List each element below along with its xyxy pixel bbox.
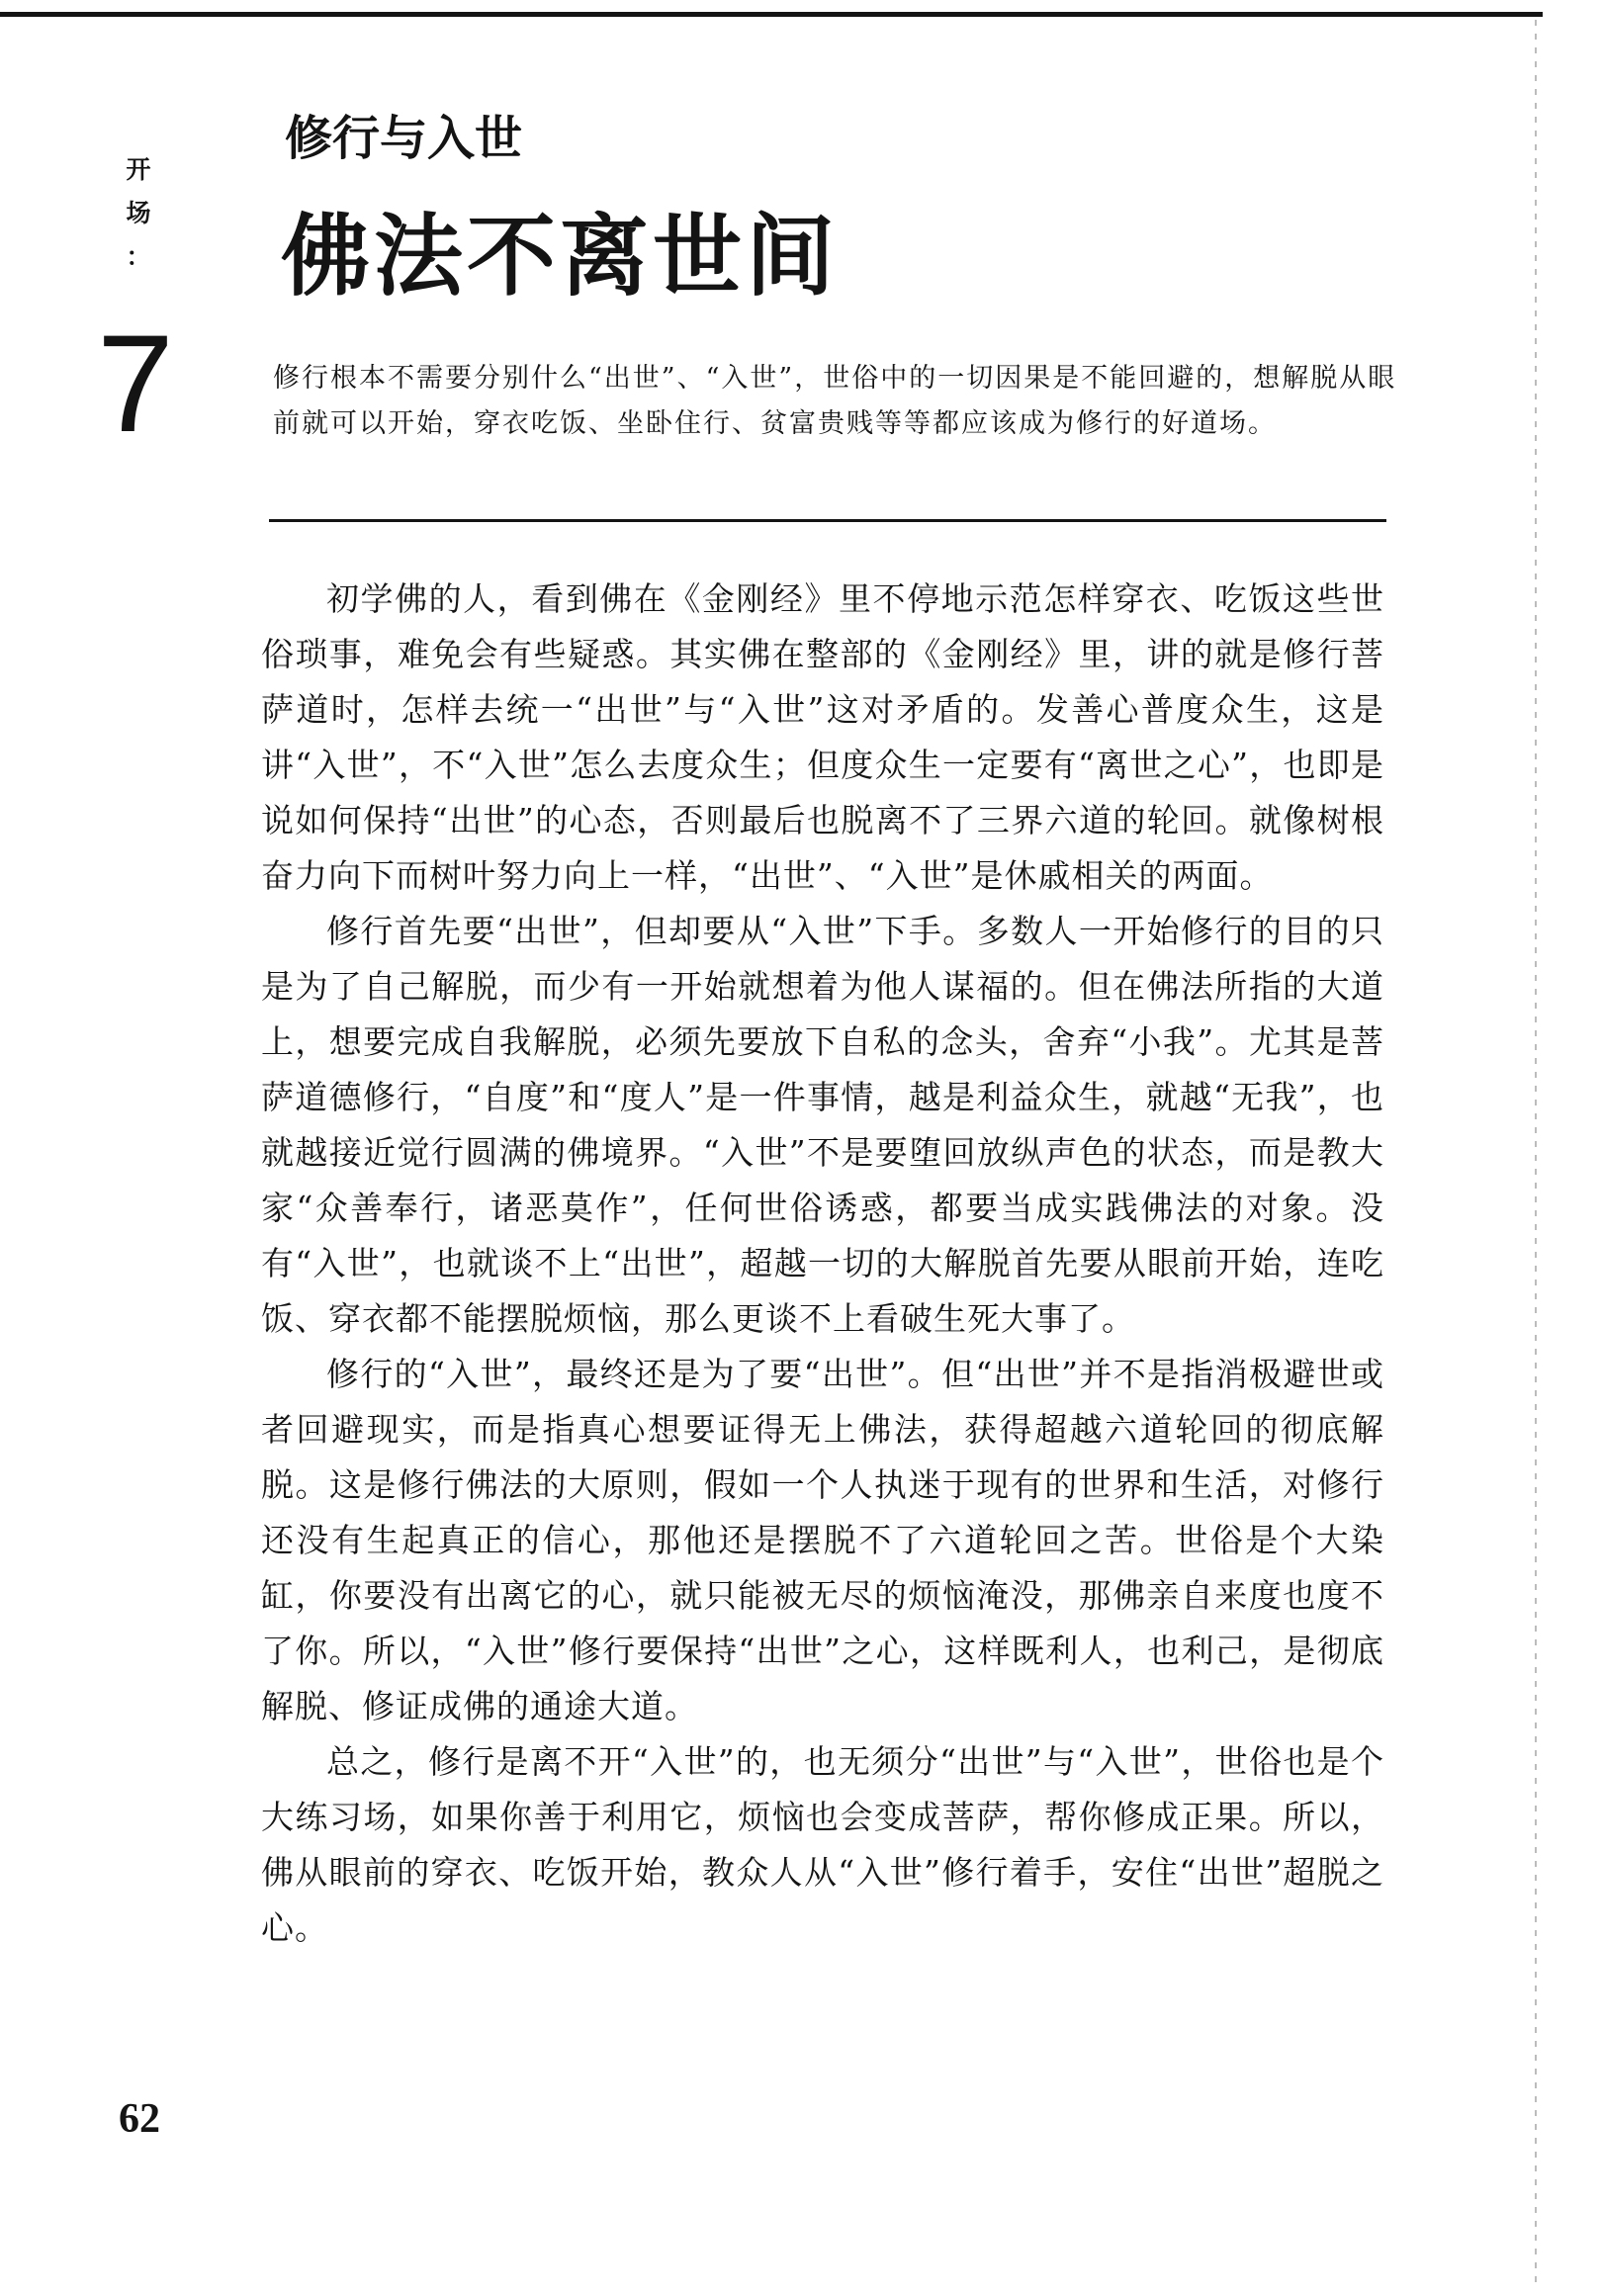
page-number: 62	[119, 2096, 160, 2142]
body-paragraph: 初学佛的人，看到佛在《金刚经》里不停地示范怎样穿衣、吃饭这些世俗琐事，难免会有些疑惑。其实佛在整部的《金刚经》里，讲的就是修行菩萨道时，怎样去统一“出世”与“入世”这对矛盾的。发善心普度众生，这是讲“入世”，不“入世”怎么去度众生；但度众生一定要有“离世之心”，也即是说如何保持“出世”的心态，否则最后也脱离不了三界六道的轮回。就像树根奋力向下而树叶努力向上一样，“出世”、“入世”是休戚相关的两面。	[261, 579, 1384, 895]
section-number: 7	[97, 306, 174, 461]
chapter-title: 佛法不离世间	[281, 205, 839, 309]
body-paragraph: 修行的“入世”，最终还是为了要“出世”。但“出世”并不是指消极避世或者回避现实，而是指真心想要证得无上佛法，获得超越六道轮回的彻底解脱。这是修行佛法的大原则，假如一个人执迷于现有的世界和生活，对修行还没有生起真正的信心，那他还是摆脱不了六道轮回之苦。世俗是个大染缸，你要没有出离它的心，就只能被无尽的烦恼淹没，那佛亲自来度也度不了你。所以，“入世”修行要保持“出世”之心，这样既利人，也利己，是彻底解脱、修证成佛的通途大道。	[261, 1355, 1384, 1725]
section-label	[119, 148, 158, 279]
section-label-char: ：	[126, 242, 151, 271]
page-edge	[1535, 20, 1537, 2284]
chapter-summary: 修行根本不需要分别什么“出世”、“入世”，世俗中的一切因果是不能回避的，想解脱从眼前就可以开始，穿衣吃饭、坐卧住行、贫富贵贱等等都应该成为修行的好道场。	[273, 363, 1397, 439]
section-label-char: 开	[126, 155, 151, 184]
chapter-subtitle: 修行与入世	[285, 111, 523, 166]
section-label-char: 场	[126, 199, 151, 227]
summary-divider	[269, 519, 1386, 522]
body-paragraph: 修行首先要“出世”，但却要从“入世”下手。多数人一开始修行的目的只是为了自己解脱，而少有一开始就想着为他人谋福的。但在佛法所指的大道上，想要完成自我解脱，必须先要放下自私的念头，舍弃“小我”。尤其是菩萨道德修行，“自度”和“度人”是一件事情，越是利益众生，就越“无我”，也就越接近觉行圆满的佛境界。“入世”不是要堕回放纵声色的状态，而是教大家“众善奉行，诸恶莫作”，任何世俗诱惑，都要当成实践佛法的对象。没有“入世”，也就谈不上“出世”，超越一切的大解脱首先要从眼前开始，连吃饭、穿衣都不能摆脱烦恼，那么更谈不上看破生死大事了。	[261, 912, 1384, 1338]
top-rule	[0, 12, 1543, 17]
body-text	[261, 572, 1384, 1956]
body-paragraph: 总之，修行是离不开“入世”的，也无须分“出世”与“入世”，世俗也是个大练习场，如果你善于利用它，烦恼也会变成菩萨，帮你修成正果。所以，佛从眼前的穿衣、吃饭开始，教众人从“入世”修行着手，安住“出世”超脱之心。	[261, 1742, 1384, 1947]
